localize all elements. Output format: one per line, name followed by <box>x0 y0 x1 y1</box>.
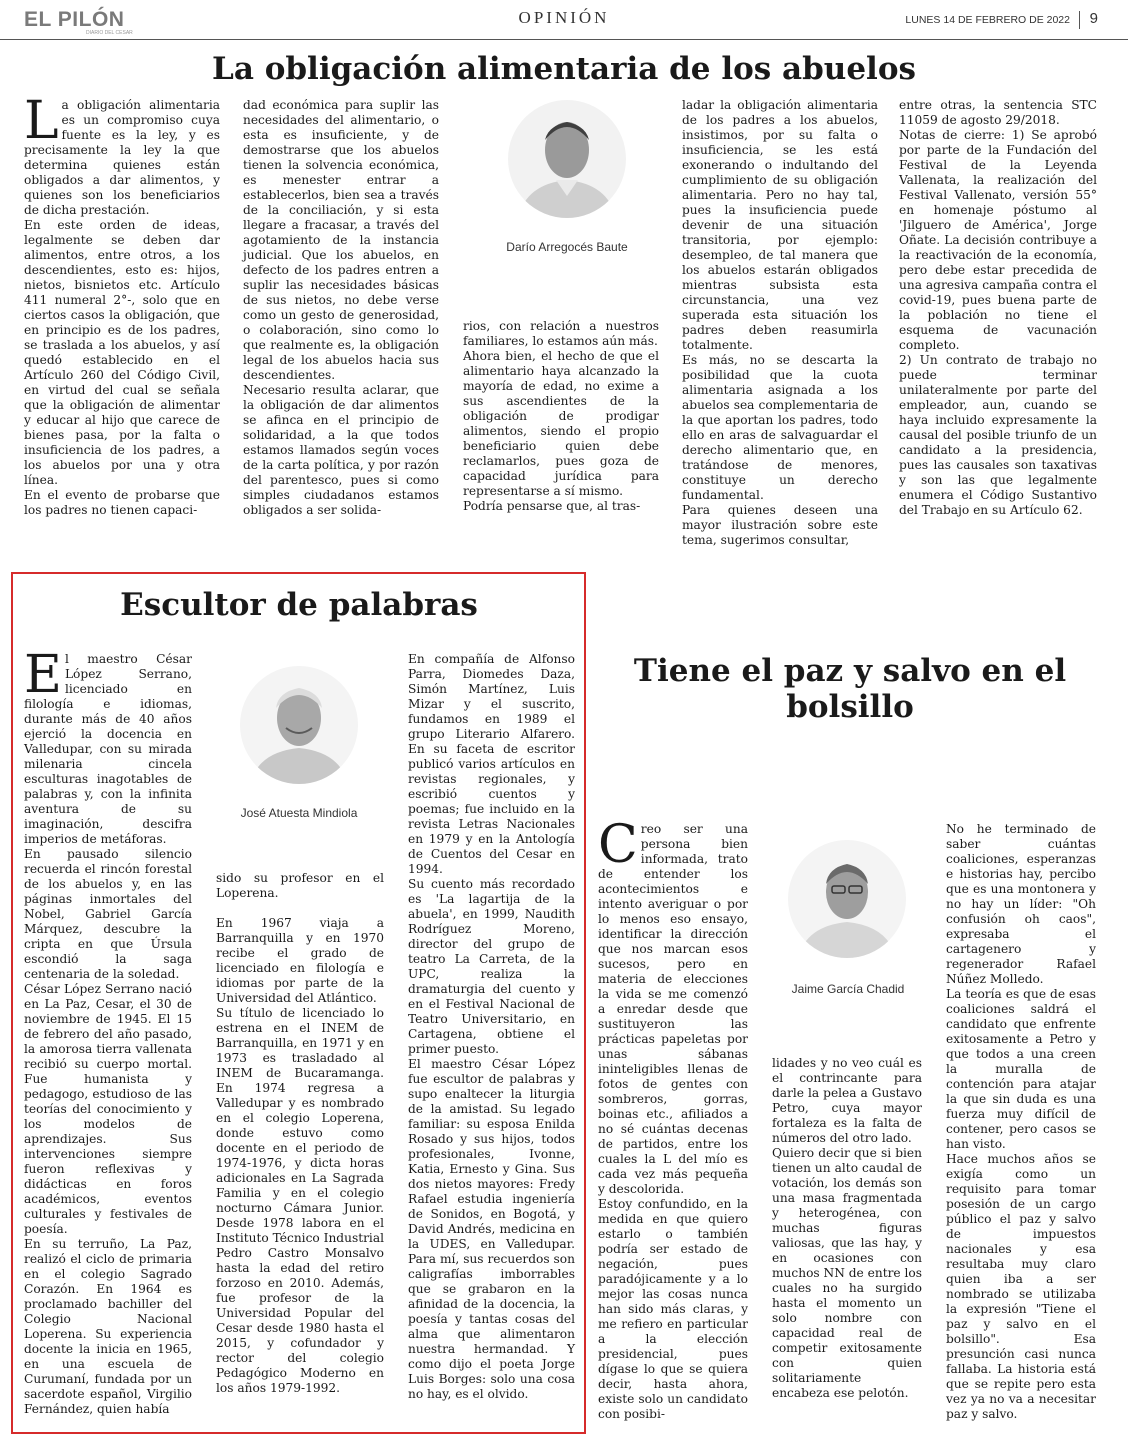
paragraph: Su cuento más recordado es 'La lagartija de la abuela', en 1999, Naudith Rodríguez Moreno, director del grupo de teatro La Carreta, de la UPC, realiza la dramaturgia del cuento y en el Festival Nacional de Teatro Universitario, en Cartagena, obtiene el primer puesto. <box>408 877 575 1056</box>
paragraph: lidades y no veo cuál es el contrincante para darle la pelea a Gustavo Petro, cuya mayor fortaleza es la falta de números del otro lado. <box>772 1056 922 1145</box>
paragraph: En este orden de ideas, legalmente se deben dar alimentos, entre otros, a los descendientes, esto es: hijos, nietos, bisnietos etc. Artículo 411 numeral 2°-, solo que en ciertos casos la obligación, que en principio es de los padres, se traslada a los abuelos, y así quedó establecido en el Artículo 260 del Código Civil, en virtud del cual se señala que la obligación de alimentar y educar al hijo que carece de bienes pasa, por la falta o insuficiencia de los padres, a los abuelos por una y otra línea. <box>24 218 220 487</box>
paragraph: En su terruño, La Paz, realizó el ciclo de primaria en el colegio Sagrado Corazón. En 1964 es proclamado bachiller del Colegio Nacional Loperena. Su experiencia docente la inicia en 1965, en una escuela de Curumaní, fundada por un sacerdote español, Virgilio Fernández, quien había <box>24 1237 192 1416</box>
article-column <box>243 98 439 518</box>
paragraph: Podría pensarse que, al tras- <box>463 499 641 513</box>
paragraph: Para quienes deseen una mayor ilustración sobre este tema, sugerimos consultar, <box>682 503 878 547</box>
paragraph: Es más, no se descarta la posibilidad que la cuota alimentaria asignada a los abuelos sea complementaria de la que aportan los padres, todo ello en aras de salvaguardar el derecho alimentario que, en tratándose de menores, constituye un derecho fundamental. <box>682 353 878 502</box>
newspaper-logo-sub: DIARIO DEL CESAR <box>86 30 133 36</box>
newspaper-logo: EL PILÓN <box>24 8 125 31</box>
paragraph: En compañía de Alfonso Parra, Diomedes Daza, Simón Martínez, Luis Mizar y el suscrito, fundamos en 1989 el grupo Literario Alfarero. En su faceta de escritor publicó varios artículos en revistas regionales, y escribió cuentos y poemas; fue incluido en la revista Letras Nacionales en 1979 y en la Antología de Cuentos del Cesar en 1994. <box>408 652 575 876</box>
author-name: Jaime García Chadid <box>791 982 905 996</box>
article-column <box>598 815 748 1422</box>
article-title: La obligación alimentaria de los abuelos <box>212 51 916 87</box>
author-name: Darío Arregocés Baute <box>506 240 628 254</box>
paragraph: Quiero decir que si bien tienen un alto caudal de votación, los demás son una masa fragmentada y heterogénea, con muchas figuras valiosas, que las hay, y en ocasiones con muchos NN de entre los cuales no ha surgido hasta el momento un solo nombre con capacidad real de competir exitosamente con quien solitariamente encabeza ese pelotón. <box>772 1146 922 1400</box>
paragraph: En el evento de probarse que los padres no tienen capaci- <box>24 488 220 517</box>
paragraph: Notas de cierre: 1) Se aprobó por parte de la Fundación del Festival de la Leyenda Vallenata, la realización del Festival Vallenato, versión 55° en homenaje póstumo al 'Jilguero de América', Jorge Oñate. La decisión contribuye a la reactivación de la economía, pero debe estar precedida de una agresiva campaña contra el covid-19, pues buena parte de la población no tiene el esquema de vacunación completo. <box>899 128 1097 352</box>
author-name: José Atuesta Mindiola <box>240 806 358 820</box>
paragraph: l maestro César López Serrano, licenciado en filología e idiomas, durante más de 40 años ejerció la docencia en Valledupar, con su mirada milenaria cincela esculturas inagotables de palabras y, con la infinita aventura de su imaginación, descifra imperios de metáforas. <box>24 652 192 846</box>
article-column <box>772 1056 922 1401</box>
article-column <box>463 319 659 514</box>
paragraph: rios, con relación a nuestros familiares, lo estamos aún más. <box>463 319 659 348</box>
header-divider <box>1079 11 1080 29</box>
section-title: OPINIÓN <box>518 8 610 27</box>
masthead <box>0 0 1128 40</box>
drop-cap: E <box>24 645 62 705</box>
author-photo <box>788 840 906 958</box>
article-column <box>24 645 192 1417</box>
article-column <box>408 652 575 1402</box>
paragraph: a obligación alimentaria es un compromiso cuya fuente es la ley, y es precisamente la ley la que determina quienes están obligados a dar alimentos, y quienes son los beneficiarios de dicha prestación. <box>24 98 220 217</box>
paragraph: reo ser una persona bien informada, trato de entender los acontecimientos e intento averiguar o por lo menos eso ensayo, identificar la dirección que nos marcan esos sucesos, pero en materia de elecciones la vida se me comenzó a enredar desde que sustituyeron las prácticas papeletas por unas sábanas ininteligibles llenas de fotos de gentes con sombreros, gorras, boinas etc., afiliados a no sé cuántas decenas de partidos, entre los cuales la L del mío es cada vez más pequeña y descolorida. <box>598 822 748 1196</box>
article-column <box>899 98 1097 518</box>
paragraph: Estoy confundido, en la medida en que quiero estarlo o también podría ser estado de negación, pues paradójicamente y a lo mejor las cosas nunca han sido más claras, y me refiero en particular a la elección presidencial, pues dígase lo que se quiera decir, hasta ahora, existe solo un candidato con posibi- <box>598 1197 748 1421</box>
paragraph: sido su profesor en el Loperena. <box>216 871 384 900</box>
paragraph: La teoría es que de esas coaliciones saldrá el candidato que enfrente exitosamente a Petro y que todos a una creen la muralla de contención para atajar la que sin duda es una fuerza muy difícil de contener, pero casos se han visto. <box>946 987 1096 1151</box>
drop-cap: C <box>598 815 638 875</box>
author-photo <box>508 100 626 218</box>
article-column <box>682 98 878 548</box>
paragraph: Hace muchos años se exigía como un requisito para tomar posesión de un cargo público el paz y salvo de impuestos nacionales y esa resultaba muy claro quien iba a ser nombrado se utilizaba la expresión "Tiene el paz y salvo en el bolsillo". Esa presunción casi nunca fallaba. La historia está que se repite pero esta vez ya no va a necesitar paz y salvo. <box>946 1152 1096 1421</box>
paragraph: Su título de licenciado lo estrena en el INEM de Barranquilla, en 1971 y en 1973 es trasladado al INEM de Bucaramanga. En 1974 regresa a Valledupar y es nombrado en el colegio Loperena, donde estuvo como docente en el periodo de 1974-1976, y dicta horas adicionales en La Sagrada Familia y en el colegio nocturno Cámara Junior. Desde 1978 labora en el Instituto Técnico Industrial Pedro Castro Monsalvo hasta la edad del retiro forzoso en 2010. Además, fue profesor de la Universidad Popular del Cesar desde 1980 hasta el 2015, y cofundador y rector del colegio Pedagógico Moderno en los años 1979-1992. <box>216 1006 384 1395</box>
page-number: 9 <box>1089 10 1098 27</box>
paragraph: No he terminado de saber cuántas coaliciones, esperanzas e historias hay, percibo que es una montonera y no hay un líder: "Oh confusión oh caos", expresaba el cartagenero y regenerador Rafael Núñez Molledo. <box>946 822 1096 986</box>
article-column <box>216 871 384 1396</box>
article-title: Tiene el paz y salvo en el bolsillo <box>633 653 1067 725</box>
drop-cap: L <box>24 91 59 151</box>
article-column <box>24 91 220 518</box>
author-photo <box>240 666 358 784</box>
paragraph: ladar la obligación alimentaria de los padres a los abuelos, insistimos, por su falta o insuficiencia, se les está exonerando o indultando del cumplimiento de su obligación alimentaria. Pero no hay tal, pues la insuficiencia puede devenir de una situación transitoria, por ejemplo: desempleo, de tal manera que los abuelos estarán obligados mientras subsista esta circunstancia, una vez superada esta situación los padres deben reasumirla totalmente. <box>682 98 878 352</box>
issue-date: LUNES 14 DE FEBRERO DE 2022 <box>905 14 1070 26</box>
paragraph: César López Serrano nació en La Paz, Cesar, el 30 de noviembre de 1945. El 15 de febrero del año pasado, la amorosa tierra vallenata recibió su cuerpo mortal. Fue humanista y pedagogo, estudioso de las teorías del conocimiento y los modelos de aprendizajes. Sus intervenciones siempre fueron reflexivas y didácticas en foros académicos, eventos culturales y festivales de poesía. <box>24 982 192 1236</box>
paragraph: El maestro César López fue escultor de palabras y supo enaltecer la liturgia de la amistad. Su legado familiar: su esposa Enilda Rosado y sus hijos, todos profesionales, Ivonne, Katia, Ernesto y Gina. Sus dos nietos mayores: Fredy Rafael estudia ingeniería de Sonidos, en Bogotá, y David Andrés, medicina en la UDES, en Valledupar. Para mí, sus recuerdos son caligrafías imborrables que se grabaron en la afinidad de la docencia, la poesía y tantas cosas del alma que alimentaron nuestra hermandad. Y como dijo el poeta Jorge Luis Borges: solo una cosa no hay, es el olvido. <box>408 1057 575 1401</box>
paragraph: Necesario resulta aclarar, que la obligación de dar alimentos se afinca en el principio de solidaridad, a la que todos estamos llamados según voces de la carta política, y por razón del parentesco, pues si como simples ciudadanos estamos obligados a ser solida- <box>243 383 439 517</box>
article-title: Escultor de palabras <box>120 587 478 623</box>
paragraph: 2) Un contrato de trabajo no puede terminar unilateralmente por parte del empleador, aun, cuando se haya incluido expresamente la causal del posible triunfo de un candidato a la presidencia, pues las causales son taxativas y son las que legalmente enumera el Código Sustantivo del Trabajo en su Artículo 62. <box>899 353 1097 517</box>
paragraph: En 1967 viaja a Barranquilla y en 1970 recibe el grado de licenciado en filología e idiomas por parte de la Universidad del Atlántico. <box>216 916 384 1005</box>
paragraph: Ahora bien, el hecho de que el alimentario haya alcanzado la mayoría de edad, no exime a sus ascendientes de la obligación de prodigar alimentos, siendo el propio beneficiario quien debe reclamarlos, pues goza de capacidad jurídica para representarse a sí mismo. <box>463 349 659 498</box>
article-column <box>946 822 1096 1422</box>
paragraph: En pausado silencio recuerda el rincón forestal de los abuelos y, en las páginas inmortales del Nobel, Gabriel García Márquez, descubre la cripta en que Úrsula escondió la saga centenaria de la soledad. <box>24 847 192 981</box>
paragraph: dad económica para suplir las necesidades del alimentario, o esta es insuficiente, y de demostrarse que los abuelos tienen la solvencia económica, es menester entrar a establecerlos, bien sea a través de la conciliación, y si esta llegare a fracasar, a través del agotamiento de la instancia judicial. Que los abuelos, en defecto de los padres entren a suplir las necesidades básicas de sus nietos, no debe verse como un gesto de generosidad, o colaboración, sino como lo que realmente es, la obligación legal de los abuelos hacia sus descendientes. <box>243 98 439 382</box>
paragraph: entre otras, la sentencia STC 11059 de agosto 29/2018. <box>899 98 1097 127</box>
